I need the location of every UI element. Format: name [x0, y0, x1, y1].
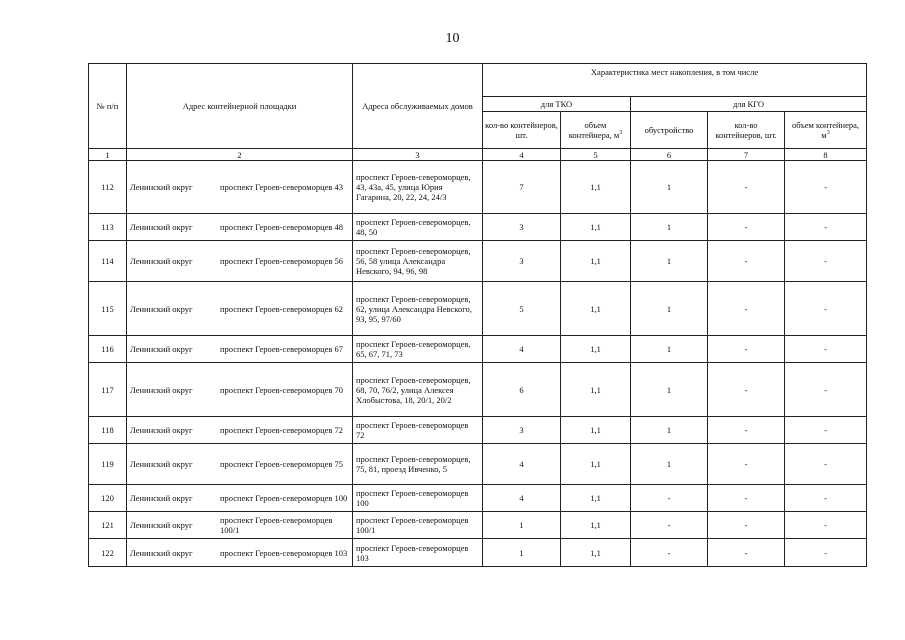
site-address — [127, 512, 353, 539]
header-kgo-equipment: обустройство — [631, 112, 708, 149]
table-row — [89, 363, 867, 417]
tko-volume: 1,1 — [561, 336, 631, 363]
row-number: 120 — [89, 485, 127, 512]
district-name: Ленинский округ — [130, 222, 193, 232]
site-address — [127, 417, 353, 444]
page-number: 10 — [445, 31, 460, 46]
site-address — [127, 444, 353, 485]
district-name: Ленинский округ — [130, 384, 193, 395]
tko-volume: 1,1 — [561, 241, 631, 282]
header-address: Адрес контейнерной площадки — [127, 64, 353, 149]
column-numbers-row — [89, 149, 867, 161]
kgo-equipment: 1 — [631, 161, 708, 214]
row-number: 118 — [89, 417, 127, 444]
site-address — [127, 241, 353, 282]
district-name: Ленинский округ — [130, 425, 193, 435]
column-number: 2 — [127, 149, 353, 161]
table-row — [89, 282, 867, 336]
table-body — [89, 161, 867, 567]
container-sites-table — [88, 63, 867, 567]
site-street: проспект Героев-североморцев 43 — [220, 182, 344, 192]
header-tko: для ТКО — [483, 97, 631, 112]
kgo-volume: - — [785, 241, 867, 282]
header-num: № п/п — [89, 64, 127, 149]
site-street: проспект Героев-североморцев 70 — [220, 384, 344, 395]
tko-count: 1 — [483, 539, 561, 567]
district-name: Ленинский округ — [130, 520, 193, 530]
tko-volume: 1,1 — [561, 363, 631, 417]
tko-count: 4 — [483, 336, 561, 363]
column-number: 3 — [353, 149, 483, 161]
tko-count: 5 — [483, 282, 561, 336]
tko-count: 6 — [483, 363, 561, 417]
table-row — [89, 512, 867, 539]
column-number: 7 — [708, 149, 785, 161]
kgo-count: - — [708, 282, 785, 336]
column-number: 4 — [483, 149, 561, 161]
row-number: 117 — [89, 363, 127, 417]
kgo-volume: - — [785, 363, 867, 417]
table-row — [89, 241, 867, 282]
column-number: 5 — [561, 149, 631, 161]
district-name: Ленинский округ — [130, 547, 193, 558]
kgo-equipment: - — [631, 512, 708, 539]
kgo-count: - — [708, 363, 785, 417]
tko-count: 4 — [483, 485, 561, 512]
row-number: 121 — [89, 512, 127, 539]
district-name: Ленинский округ — [130, 256, 193, 266]
site-address — [127, 214, 353, 241]
table-row — [89, 161, 867, 214]
site-address — [127, 336, 353, 363]
row-number: 115 — [89, 282, 127, 336]
site-address — [127, 485, 353, 512]
tko-volume: 1,1 — [561, 161, 631, 214]
site-street: проспект Героев-североморцев 62 — [220, 303, 344, 314]
column-number: 6 — [631, 149, 708, 161]
header-kgo: для КГО — [631, 97, 867, 112]
kgo-equipment: - — [631, 485, 708, 512]
header-tko-volume: объем контейнера, $м^3$ — [561, 112, 631, 149]
kgo-count: - — [708, 214, 785, 241]
row-number: 122 — [89, 539, 127, 567]
table-row — [89, 539, 867, 567]
site-address — [127, 363, 353, 417]
served-houses: проспект Героев-североморцев, 56, 58 улица Александра Невского, 94, 96, 98 — [353, 241, 483, 282]
served-houses: проспект Героев-североморцев, 68, 70, 76/2, улица Алексея Хлобыстова, 18, 20/1, 20/2 — [353, 363, 483, 417]
district-name: Ленинский округ — [130, 303, 193, 314]
kgo-equipment: 1 — [631, 241, 708, 282]
kgo-equipment: 1 — [631, 214, 708, 241]
site-street: проспект Героев-североморцев 72 — [220, 425, 344, 435]
header-characteristics: Характеристика мест накопления, в том числе — [483, 64, 867, 97]
tko-volume: 1,1 — [561, 444, 631, 485]
served-houses: проспект Героев-североморцев, 48, 50 — [353, 214, 483, 241]
kgo-equipment: 1 — [631, 444, 708, 485]
served-houses: проспект Героев-североморцев, 65, 67, 71, 73 — [353, 336, 483, 363]
kgo-count: - — [708, 485, 785, 512]
kgo-count: - — [708, 539, 785, 567]
table-row — [89, 485, 867, 512]
district-name: Ленинский округ — [130, 493, 193, 503]
kgo-volume: - — [785, 539, 867, 567]
site-street: проспект Героев-североморцев 100/1 — [220, 515, 333, 535]
site-street: проспект Героев-североморцев 103 — [220, 547, 348, 558]
served-houses: проспект Героев-североморцев, 62, улица Александра Невского, 93, 95, 97/60 — [353, 282, 483, 336]
table-header — [89, 64, 867, 161]
district-name: Ленинский округ — [130, 459, 193, 469]
site-street: проспект Героев-североморцев 48 — [220, 222, 344, 232]
table-row — [89, 336, 867, 363]
tko-count: 4 — [483, 444, 561, 485]
kgo-equipment: 1 — [631, 282, 708, 336]
tko-count: 3 — [483, 241, 561, 282]
kgo-volume: - — [785, 512, 867, 539]
tko-count: 7 — [483, 161, 561, 214]
district-name: Ленинский округ — [130, 344, 193, 354]
tko-count: 1 — [483, 512, 561, 539]
kgo-volume: - — [785, 214, 867, 241]
kgo-volume: - — [785, 444, 867, 485]
kgo-count: - — [708, 444, 785, 485]
served-houses: проспект Героев-североморцев 100 — [353, 485, 483, 512]
table-row — [89, 444, 867, 485]
tko-volume: 1,1 — [561, 417, 631, 444]
kgo-volume: - — [785, 336, 867, 363]
kgo-count: - — [708, 241, 785, 282]
header-kgo-count: кол-во контейнеров, шт. — [708, 112, 785, 149]
served-houses: проспект Героев-североморцев 72 — [353, 417, 483, 444]
kgo-equipment: 1 — [631, 417, 708, 444]
kgo-count: - — [708, 417, 785, 444]
row-number: 113 — [89, 214, 127, 241]
header-kgo-volume: объем контейнера, $м^3$ — [785, 112, 867, 149]
table-row — [89, 417, 867, 444]
tko-volume: 1,1 — [561, 539, 631, 567]
kgo-equipment: 1 — [631, 336, 708, 363]
served-houses: проспект Героев-североморцев 103 — [353, 539, 483, 567]
served-houses: проспект Героев-североморцев, 75, 81, проезд Ивченко, 5 — [353, 444, 483, 485]
kgo-count: - — [708, 512, 785, 539]
tko-volume: 1,1 — [561, 485, 631, 512]
row-number: 114 — [89, 241, 127, 282]
served-houses: проспект Героев-североморцев, 43, 43а, 45, улица Юрия Гагарина, 20, 22, 24, 24/3 — [353, 161, 483, 214]
row-number: 112 — [89, 161, 127, 214]
kgo-volume: - — [785, 282, 867, 336]
site-address — [127, 539, 353, 567]
tko-count: 3 — [483, 214, 561, 241]
header-tko-count: кол-во контейнеров, шт. — [483, 112, 561, 149]
site-street: проспект Героев-североморцев 67 — [220, 344, 344, 354]
header-served: Адреса обслуживаемых домов — [353, 64, 483, 149]
column-number: 1 — [89, 149, 127, 161]
kgo-volume: - — [785, 417, 867, 444]
site-address — [127, 282, 353, 336]
site-address — [127, 161, 353, 214]
site-street: проспект Героев-североморцев 75 — [220, 459, 344, 469]
district-name: Ленинский округ — [130, 182, 193, 192]
kgo-volume: - — [785, 485, 867, 512]
kgo-count: - — [708, 336, 785, 363]
tko-count: 3 — [483, 417, 561, 444]
site-street: проспект Героев-североморцев 100 — [220, 493, 348, 503]
tko-volume: 1,1 — [561, 214, 631, 241]
row-number: 116 — [89, 336, 127, 363]
kgo-volume: - — [785, 161, 867, 214]
kgo-equipment: - — [631, 539, 708, 567]
table-row — [89, 214, 867, 241]
row-number: 119 — [89, 444, 127, 485]
site-street: проспект Героев-североморцев 56 — [220, 256, 344, 266]
tko-volume: 1,1 — [561, 282, 631, 336]
served-houses: проспект Героев-североморцев 100/1 — [353, 512, 483, 539]
column-number: 8 — [785, 149, 867, 161]
kgo-count: - — [708, 161, 785, 214]
tko-volume: 1,1 — [561, 512, 631, 539]
kgo-equipment: 1 — [631, 363, 708, 417]
